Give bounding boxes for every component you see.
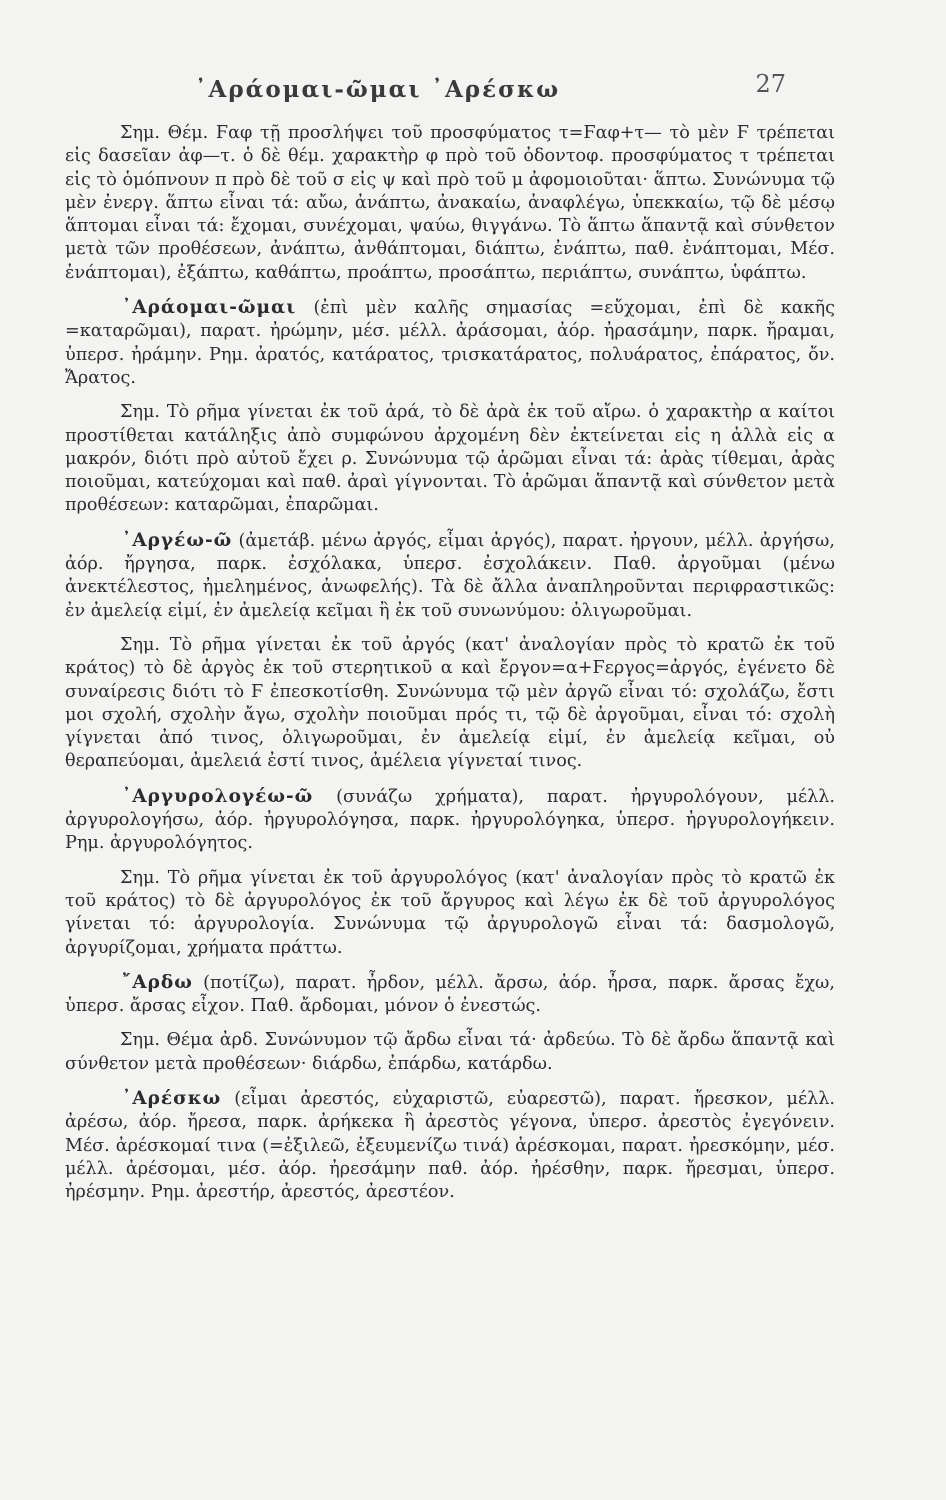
dictionary-entry [65,785,835,856]
note-paragraph [65,401,835,517]
page-number: 27 [755,70,786,98]
entry-lemma: ᾿Αργυρολογέω-ῶ [122,785,314,807]
entry-text: (ποτίζω), παρατ. ἦρδον, μέλλ. ἄρσω, ἀόρ. ἦρσα, παρκ. ἄρσας ἔχω, ὑπερσ. ἄρσας εἶχον. Παθ. ἄρδομαι, μόνον ὁ ἐνεστώς. [65,972,835,1017]
note-text: Σημ. Θέμ. Ϝαφ τῇ προσλήψει τοῦ προσφύματος τ=Ϝαφ+τ— τὸ μὲν Ϝ τρέπεται εἰς δασεῖαν ἀφ—τ. ὁ δὲ θέμ. χαρακτὴρ φ πρὸ τοῦ ὀδοντοφ. προσφύματος τ τρέπεται εἰς τὸ ὁμόπνουν π πρὸ δὲ τοῦ σ εἰς ψ καὶ πρὸ τοῦ μ ἀφομοιοῦται· ἅπτω. Συνώνυμα τῷ μὲν ἐνεργ. ἅπτω εἶναι τά: αὔω, ἀνάπτω, ἀνακαίω, ἀναφλέγω, ὑπεκκαίω, τῷ δὲ μέσῳ ἅπτομαι εἶναι τά: ἔχομαι, συνέχομαι, ψαύω, θιγγάνω. Τὸ ἅπτω ἅπαντᾷ καὶ σύνθετον μετὰ τῶν προθέσεων, ἀνάπτω, ἀνθάπτομαι, διάπτω, ἐνάπτω, παθ. ἐνάπτομαι, Μέσ. ἐνάπτομαι), ἐξάπτω, καθάπτω, προάπτω, προσάπτω, περιάπτω, συνάπτω, ὑφάπτω. [65,123,835,283]
note-text: Σημ. Τὸ ρῆμα γίνεται ἐκ τοῦ ἀργυρολόγος (κατ' ἀναλογίαν πρὸς τὸ κρατῶ ἐκ τοῦ κράτος) τὸ δὲ ἀργυρολόγος ἐκ τοῦ ἄργυρος καὶ λέγω ἐκ δὲ τοῦ ἀργυρολόγος γίνεται τό: ἀργυρολογία. Συνώνυμα τῷ ἀργυρολογῶ εἶναι τά: δασμολογῶ, ἀργυρίζομαι, χρήματα πράττω. [65,867,835,958]
header-title: ᾿Αράομαι-ῶμαι ᾿Αρέσκω [195,76,561,103]
note-paragraph [65,634,835,774]
note-paragraph [65,122,835,285]
dictionary-entry [65,971,835,1019]
dictionary-entry [65,529,835,623]
note-text: Σημ. Θέμα ἀρδ. Συνώνυμον τῷ ἄρδω εἶναι τά· ἀρδεύω. Τὸ δὲ ἄρδω ἅπαντᾷ καὶ σύνθετον μετὰ προθέσεων· διάρδω, ἐπάρδω, κατάρδω. [65,1030,835,1074]
dictionary-entry [65,1087,835,1204]
entry-text: (ἐπὶ μὲν καλῆς σημασίας =εὔχομαι, ἐπὶ δὲ κακῆς =καταρῶμαι), παρατ. ἠρώμην, μέσ. μέλλ. ἀράσομαι, ἀόρ. ἠρασάμην, παρκ. ἤραμαι, ὑπερσ. ἠράμην. Ρημ. ἀρατός, κατάρατος, τρισκατάρατος, πολυάρατος, ἐπάρατος, ὄν. Ἄρατος. [65,298,835,388]
running-header [0,70,946,110]
note-text: Σημ. Τὸ ρῆμα γίνεται ἐκ τοῦ ἀρά, τὸ δὲ ἀρὰ ἐκ τοῦ αἴρω. ὁ χαρακτὴρ α καίτοι προστίθεται κατάληξις ἀπὸ συμφώνου ἀρχομένη δὲν ἐκτείνεται εἰς η ἀλλὰ εἰς α μακρόν, διότι πρὸ αὐτοῦ ἔχει ρ. Συνώνυμα τῷ ἀρῶμαι εἶναι τά: ἀρὰς τίθεμαι, ἀρὰς ποιοῦμαι, κατεύχομαι καὶ παθ. ἀραὶ γίγνονται. Τὸ ἀρῶμαι ἅπαντᾷ καὶ σύνθετον μετὰ προθέσεων: καταρῶμαι, ἐπαρῶμαι. [65,402,835,516]
entry-text: (εἶμαι ἀρεστός, εὐχαριστῶ, εὐαρεστῶ), παρατ. ἤρεσκον, μέλλ. ἀρέσω, ἀόρ. ἤρεσα, παρκ. ἀρήκεκα ἢ ἀρεστὸς γέγονα, ὑπερσ. ἀρεστὸς ἐγεγόνειν. Μέσ. ἀρέσκομαί τινα (=ἐξιλεῶ, ἐξευμενίζω τινά) ἀρέσκομαι, παρατ. ἠρεσκόμην, μέσ. μέλλ. ἀρέσομαι, μέσ. ἀόρ. ἠρεσάμην παθ. ἀόρ. ἠρέσθην, παρκ. ἤρεσμαι, ὑπερσ. ἠρέσμην. Ρημ. ἀρεστήρ, ἀρεστός, ἀρεστέον. [65,1088,835,1203]
page-body [65,122,835,1215]
note-text: Σημ. Τὸ ρῆμα γίνεται ἐκ τοῦ ἀργός (κατ' ἀναλογίαν πρὸς τὸ κρατῶ ἐκ τοῦ κράτος) τὸ δὲ ἀργὸς ἐκ τοῦ στερητικοῦ α καὶ ἔργον=α+Ϝεργος=ἀργός, ἐγένετο δὲ συναίρεσις διότι τὸ Ϝ ἐπεσκοτίσθη. Συνώνυμα τῷ μὲν ἀργῶ εἶναι τό: σχολάζω, ἔστι μοι σχολή, σχολὴν ἄγω, σχολὴν ποιοῦμαι πρός τι, τῷ δὲ ἀργοῦμαι, εἶναι τό: σχολὴ γίγνεται ἀπό τινος, ὀλιγωροῦμαι, ἐν ἀμελείᾳ εἰμί, ἐν ἀμελείᾳ κεῖμαι, οὐ θεραπεύομαι, ἀμελειά ἐστί τινος, ἀμέλεια γίγνεταί τινος. [65,634,835,772]
entry-lemma: ᾿Αράομαι-ῶμαι [122,297,297,319]
entry-text: (συνάζω χρήματα), παρατ. ἠργυρολόγουν, μέλλ. ἀργυρολογήσω, ἀόρ. ἠργυρολόγησα, παρκ. ἠργυρολόγηκα, ὑπερσ. ἠργυρολογήκειν. Ρημ. ἀργυρολόγητος. [65,786,835,854]
entry-text: (ἀμετάβ. μένω ἀργός, εἶμαι ἀργός), παρατ. ἠργουν, μέλλ. ἀργήσω, ἀόρ. ἤργησα, παρκ. ἐσχόλακα, ὑπερσ. ἐσχολάκειν. Παθ. ἀργοῦμαι (μένω ἀνεκτέλεστος, ἠμελημένος, ἀνωφελής). Τὰ δὲ ἄλλα ἀναπληροῦνται περιφραστικῶς: ἐν ἀμελείᾳ εἰμί, ἐν ἀμελείᾳ κεῖμαι ἢ ἐκ τοῦ συνωνύμου: ὀλιγωροῦμαι. [65,530,835,621]
entry-lemma: ᾿Αργέω-ῶ [122,529,233,551]
entry-lemma: ᾿Αρέσκω [122,1087,222,1109]
dictionary-entry [65,296,835,390]
note-paragraph [65,1029,835,1076]
note-paragraph [65,867,835,960]
entry-lemma: ῎Αρδω [122,971,193,993]
